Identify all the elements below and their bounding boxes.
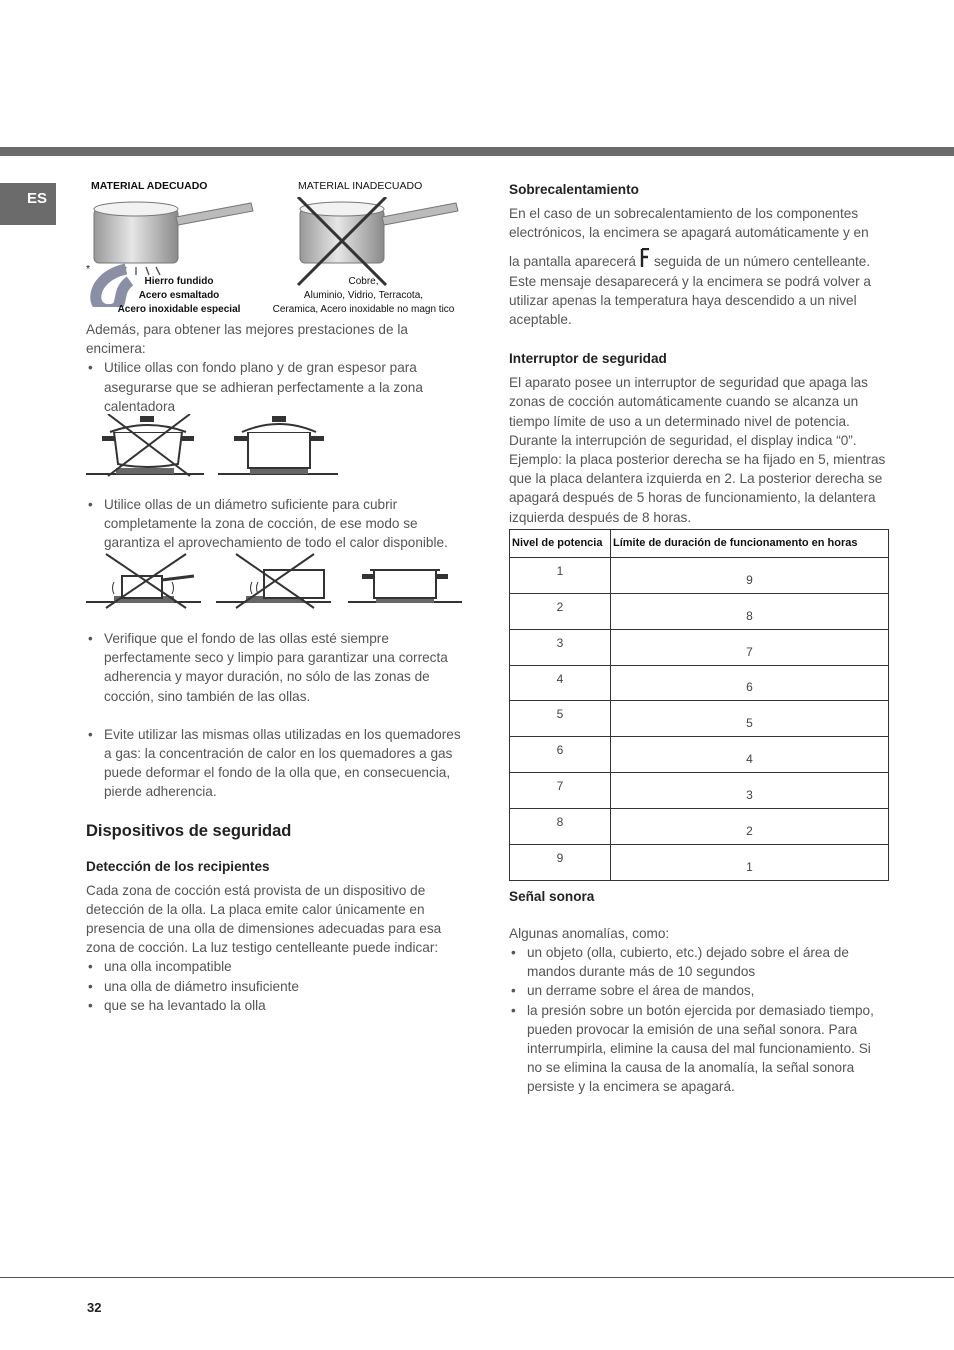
table-cell: 6 — [611, 665, 889, 701]
asterisk-note: * — [86, 263, 91, 275]
table-cell: 4 — [611, 737, 889, 773]
pan-detection-text: Cada zona de cocción está provista de un dispositivo de detección de la olla. La placa emite calor únicamente en presencia de una olla de dimensiones adecuadas para esa zona de cocción. La luz testigo centelleante puede indicar: — [86, 882, 442, 956]
table-cell: 6 — [510, 737, 611, 773]
right-column — [509, 175, 889, 1097]
suitable-item: Acero esmaltado — [138, 290, 220, 301]
intro-text: Además, para obtener las mejores prestaciones de la encimera: — [86, 322, 408, 357]
table-row — [510, 629, 889, 665]
table-cell: 8 — [611, 593, 889, 629]
safety-switch-text: El aparato posee un interruptor de seguridad que apaga las zonas de cocción automáticamente cuando se alcanza un tiempo límite de uso a un determinado nivel de potencia. Durante la interrupción de seguridad, el display indica “0”. Ejemplo: la placa posterior derecha se ha fijado en 5, mientras que la placa delantera izquierda en 2. La posterior derecha se apagará después de 5 horas de funcionamiento, la delantera izquierda después de 8 horas. — [509, 375, 886, 525]
detection-item: • una olla de diámetro insuficiente — [86, 977, 466, 996]
detection-item: • que se ha levantado la olla — [86, 996, 466, 1015]
table-cell: 2 — [510, 593, 611, 629]
segment-f-icon — [640, 248, 650, 268]
table-cell: 3 — [510, 629, 611, 665]
table-cell: 3 — [611, 773, 889, 809]
left-column — [86, 320, 466, 416]
table-cell: 9 — [510, 844, 611, 880]
overheating-heading: Sobrecalentamiento — [509, 182, 639, 197]
table-cell: 8 — [510, 809, 611, 845]
table-cell: 5 — [611, 701, 889, 737]
table-row — [510, 737, 889, 773]
overheating-text-end: Este mensaje desaparecerá y la encimera se podrá volver a utilizar apenas la temperatura haya descendido a un nivel aceptable. — [509, 273, 871, 328]
table-cell: 4 — [510, 665, 611, 701]
materials-figure — [86, 175, 466, 320]
table-row — [510, 701, 889, 737]
sound-item: • la presión sobre un botón ejercida por demasiado tiempo, pueden provocar la emisión de una señal sonora. Para interrumpirla, elimine la causa del mal funcionamiento. Si no se elimina la causa de la anomalía, la señal sonora persiste y la encimera se apagará. — [509, 1001, 889, 1097]
sound-signal-intro: Algunas anomalías, como: — [509, 925, 670, 941]
pan-detection-heading: Detección de los recipientes — [86, 858, 270, 874]
bullet-gas-pans: • Evite utilizar las mismas ollas utilizadas en los quemadores a gas: la concentración de calor en los quemadores a gas puede deformar el fondo de la olla que, en consecuencia, pierde adherencia. — [86, 725, 466, 802]
language-tab — [0, 183, 56, 225]
unsuitable-item: Ceramica, Acero inoxidable no magn tico — [272, 304, 455, 315]
bullet-dry-clean: • Verifique que el fondo de las ollas esté siempre perfectamente seco y limpio para garantizar una correcta adherencia y mayor duración, no sólo de las zonas de cocción, sino también de las ollas. — [86, 629, 466, 706]
table-row — [510, 593, 889, 629]
table-row — [510, 809, 889, 845]
header-bar — [0, 147, 954, 156]
table-cell: 1 — [611, 844, 889, 880]
table-row — [510, 557, 889, 593]
table-header-row — [510, 529, 889, 557]
unsuitable-materials-list — [266, 275, 461, 317]
bullet-diameter-block — [86, 495, 466, 553]
unsuitable-item: Cobre, — [348, 276, 379, 287]
suitable-item: Acero inoxidable especial — [117, 304, 241, 315]
table-row — [510, 665, 889, 701]
overheating-display-line — [509, 248, 889, 271]
safety-switch-heading: Interruptor de seguridad — [509, 351, 667, 367]
suitable-materials-list — [114, 275, 244, 317]
detection-item: • una olla incompatible — [86, 957, 466, 976]
suitable-item: Hierro fundido — [144, 276, 214, 287]
language-tab-label: ES — [27, 190, 48, 207]
unsuitable-item: Aluminio, Vidrio, Terracota, — [303, 290, 424, 301]
table-row — [510, 844, 889, 880]
table-cell: 7 — [510, 773, 611, 809]
table-cell: 2 — [611, 809, 889, 845]
table-cell: 7 — [611, 629, 889, 665]
table-cell: 1 — [510, 557, 611, 593]
sound-signal-heading: Señal sonora — [509, 888, 595, 904]
power-duration-table — [509, 529, 889, 881]
pan-diameter-figure — [86, 550, 466, 615]
sound-item: • un derrame sobre el área de mandos, — [509, 981, 889, 1000]
footer-rule — [0, 1277, 954, 1278]
table-header-cell: Nivel de potencia — [510, 529, 611, 557]
table-row — [510, 773, 889, 809]
overheating-text-b: seguida de un número centelleante. — [653, 254, 871, 270]
sound-item: • un objeto (olla, cubierto, etc.) dejado sobre el área de mandos durante más de 10 segundos — [509, 943, 889, 981]
unsuitable-material-title: MATERIAL INADECUADO — [298, 180, 423, 192]
table-cell: 9 — [611, 557, 889, 593]
table-header-cell: Límite de duración de funcionamento en horas — [611, 529, 889, 557]
overheating-text-a: la pantalla aparecerá — [509, 254, 636, 270]
page-number: 32 — [87, 1300, 102, 1315]
bullet-diameter: • Utilice ollas de un diámetro suficiente para cubrir completamente la zona de cocción, de ese modo se garantiza el aprovechamiento de todo el calor disponible. — [86, 495, 466, 553]
safety-devices-heading: Dispositivos de seguridad — [86, 821, 292, 840]
suitable-material-title: MATERIAL ADECUADO — [91, 180, 208, 192]
flat-bottom-pans-figure — [86, 414, 466, 484]
bullet-flat-bottom: • Utilice ollas con fondo plano y de gran espesor para asegurarse que se adhieran perfectamente a la zona calentadora — [86, 358, 466, 416]
table-cell: 5 — [510, 701, 611, 737]
overheating-text: En el caso de un sobrecalentamiento de los componentes electrónicos, la encimera se apagará automáticamente y en — [509, 206, 869, 241]
left-column-lower — [86, 629, 466, 1015]
